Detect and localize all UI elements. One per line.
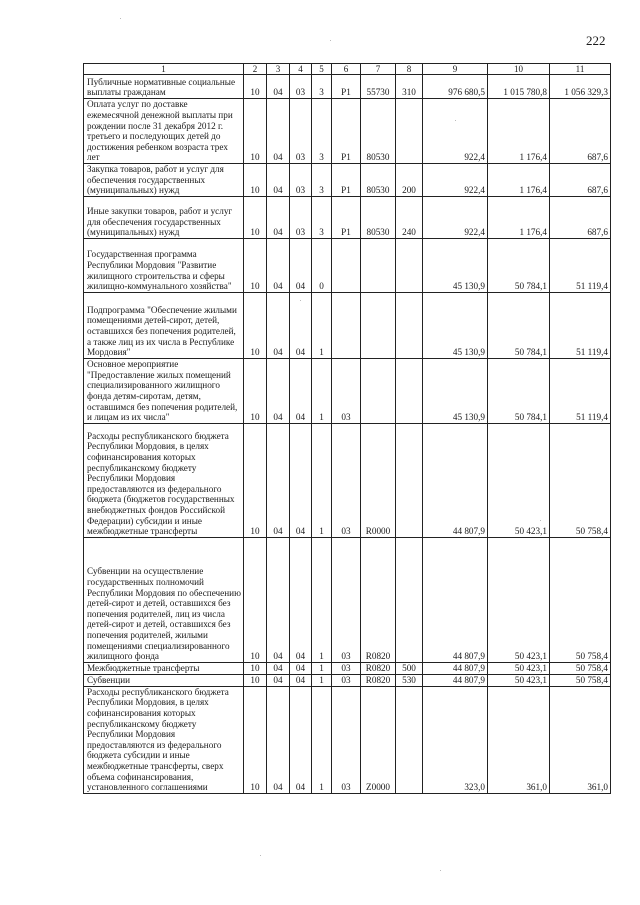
cell-c5: 1 [312,537,332,662]
cell-c5: 1 [312,674,332,686]
header-cell: 1 [84,64,244,75]
header-cell: 5 [312,64,332,75]
cell-c2: 10 [244,196,267,238]
row-name-cell: Иные закупки товаров, работ и услуг для обеспечения государственных (муниципальных) нужд [84,196,244,238]
header-cell: 2 [244,64,267,75]
cell-c6 [332,238,361,292]
cell-c2: 10 [244,292,267,358]
cell-c8 [396,686,423,793]
cell-c10: 1 176,4 [488,196,550,238]
budget-table [83,63,611,794]
cell-c7: Z0000 [361,686,396,793]
cell-c4: 04 [290,537,312,662]
cell-c3: 04 [267,75,290,99]
cell-c2: 10 [244,75,267,99]
cell-c4: 04 [290,674,312,686]
header-cell: 9 [423,64,488,75]
cell-c2: 10 [244,164,267,197]
cell-c10: 50 423,1 [488,662,550,674]
cell-c8 [396,238,423,292]
header-cell: 7 [361,64,396,75]
table-row [84,674,611,686]
cell-c10: 50 423,1 [488,537,550,662]
cell-c8 [396,423,423,537]
row-name-cell: Межбюджетные трансферты [84,662,244,674]
cell-c11: 687,6 [550,99,611,164]
cell-c10: 50 784,1 [488,292,550,358]
cell-c6: 03 [332,423,361,537]
row-name-cell: Расходы республиканского бюджета Республики Мордовия, в целях софинансирования которых республиканскому бюджету Республики Мордовия предоставляются из федерального бюджета (бюджетов государственных внебюджетных фондов Российской Федерации) субсидии и иные межбюджетные трансферты [84,423,244,537]
cell-c5: 3 [312,164,332,197]
cell-c11: 50 758,4 [550,662,611,674]
cell-c11: 687,6 [550,196,611,238]
cell-c5: 3 [312,99,332,164]
cell-c4: 04 [290,423,312,537]
cell-c7: 80530 [361,99,396,164]
cell-c3: 04 [267,196,290,238]
cell-c10: 361,0 [488,686,550,793]
cell-c3: 04 [267,358,290,423]
cell-c4: 04 [290,686,312,793]
cell-c2: 10 [244,686,267,793]
cell-c9: 976 680,5 [423,75,488,99]
cell-c4: 04 [290,358,312,423]
row-name-cell: Расходы республиканского бюджета Республики Мордовия, в целях софинансирования которых республиканскому бюджету Республики Мордовия предоставляются из федерального бюджета субсидии и иные межбюджетные трансферты, сверх объема софинансирования, установленного соглашениями [84,686,244,793]
cell-c9: 323,0 [423,686,488,793]
table-row [84,75,611,99]
header-cell: 11 [550,64,611,75]
cell-c10: 50 784,1 [488,358,550,423]
row-name-cell: Закупка товаров, работ и услуг для обеспечения государственных (муниципальных) нужд [84,164,244,197]
cell-c6: P1 [332,196,361,238]
table-row [84,196,611,238]
cell-c8: 530 [396,674,423,686]
cell-c9: 45 130,9 [423,238,488,292]
cell-c2: 10 [244,423,267,537]
header-cell: 10 [488,64,550,75]
cell-c5: 1 [312,686,332,793]
header-cell: 6 [332,64,361,75]
cell-c6: P1 [332,75,361,99]
cell-c7 [361,292,396,358]
cell-c4: 04 [290,662,312,674]
page-number: 222 [586,33,606,48]
cell-c9: 44 807,9 [423,537,488,662]
cell-c3: 04 [267,662,290,674]
cell-c7: R0820 [361,662,396,674]
cell-c5: 3 [312,196,332,238]
cell-c2: 10 [244,238,267,292]
cell-c6: P1 [332,99,361,164]
cell-c5: 1 [312,423,332,537]
cell-c10: 50 423,1 [488,423,550,537]
cell-c6: 03 [332,686,361,793]
table-row [84,99,611,164]
header-cell: 3 [267,64,290,75]
cell-c6: 03 [332,358,361,423]
cell-c3: 04 [267,686,290,793]
cell-c2: 10 [244,674,267,686]
cell-c10: 1 015 780,8 [488,75,550,99]
cell-c11: 51 119,4 [550,358,611,423]
cell-c3: 04 [267,164,290,197]
cell-c5: 1 [312,292,332,358]
cell-c2: 10 [244,99,267,164]
cell-c10: 1 176,4 [488,164,550,197]
cell-c11: 51 119,4 [550,238,611,292]
cell-c4: 03 [290,99,312,164]
cell-c8: 500 [396,662,423,674]
cell-c3: 04 [267,292,290,358]
table-row [84,686,611,793]
cell-c11: 1 056 329,3 [550,75,611,99]
cell-c9: 44 807,9 [423,423,488,537]
cell-c7 [361,358,396,423]
cell-c2: 10 [244,537,267,662]
table-row [84,238,611,292]
cell-c9: 45 130,9 [423,292,488,358]
cell-c3: 04 [267,537,290,662]
cell-c7: R0820 [361,537,396,662]
cell-c3: 04 [267,238,290,292]
cell-c11: 50 758,4 [550,423,611,537]
cell-c10: 50 423,1 [488,674,550,686]
row-name-cell: Оплата услуг по доставке ежемесячной денежной выплаты при рождении после 31 декабря 2012 г. третьего и последующих детей до достижения ребенком возраста трех лет [84,99,244,164]
cell-c7 [361,238,396,292]
cell-c2: 10 [244,662,267,674]
cell-c3: 04 [267,423,290,537]
row-name-cell: Субвенции на осуществление государственных полномочий Республики Мордовия по обеспечению детей-сирот и детей, оставшихся без попечения родителей, лиц из числа детей-сирот и детей, оставшихся без попечения родителей, жилыми помещениями специализированного жилищного фонда [84,537,244,662]
table-row [84,423,611,537]
cell-c4: 04 [290,292,312,358]
table-row [84,662,611,674]
cell-c8: 200 [396,164,423,197]
cell-c9: 44 807,9 [423,674,488,686]
cell-c7: R0820 [361,674,396,686]
cell-c6 [332,292,361,358]
cell-c2: 10 [244,358,267,423]
cell-c4: 03 [290,75,312,99]
table-header-row [84,64,611,75]
cell-c5: 1 [312,358,332,423]
cell-c8: 240 [396,196,423,238]
table-row [84,537,611,662]
table-row [84,358,611,423]
cell-c8 [396,537,423,662]
cell-c4: 03 [290,164,312,197]
row-name-cell: Подпрограмма "Обеспечение жилыми помещениями детей-сирот, детей, оставшихся без попечения родителей, а также лиц из их числа в Республике Мордовия" [84,292,244,358]
cell-c3: 04 [267,674,290,686]
cell-c7: R0000 [361,423,396,537]
cell-c9: 45 130,9 [423,358,488,423]
cell-c3: 04 [267,99,290,164]
header-cell: 4 [290,64,312,75]
cell-c9: 922,4 [423,99,488,164]
row-name-cell: Субвенции [84,674,244,686]
cell-c6: 03 [332,662,361,674]
cell-c8: 310 [396,75,423,99]
cell-c4: 04 [290,238,312,292]
cell-c11: 361,0 [550,686,611,793]
cell-c4: 03 [290,196,312,238]
cell-c7: 55730 [361,75,396,99]
cell-c5: 3 [312,75,332,99]
cell-c5: 1 [312,662,332,674]
table-row [84,292,611,358]
header-cell: 8 [396,64,423,75]
cell-c8 [396,358,423,423]
cell-c11: 50 758,4 [550,674,611,686]
cell-c11: 51 119,4 [550,292,611,358]
row-name-cell: Государственная программа Республики Мордовия "Развитие жилищного строительства и сферы жилищно-коммунального хозяйства" [84,238,244,292]
row-name-cell: Публичные нормативные социальные выплаты гражданам [84,75,244,99]
cell-c10: 1 176,4 [488,99,550,164]
cell-c5: 0 [312,238,332,292]
cell-c6: 03 [332,537,361,662]
cell-c11: 50 758,4 [550,537,611,662]
cell-c9: 922,4 [423,196,488,238]
cell-c6: 03 [332,674,361,686]
cell-c7: 80530 [361,196,396,238]
cell-c8 [396,292,423,358]
cell-c11: 687,6 [550,164,611,197]
cell-c10: 50 784,1 [488,238,550,292]
cell-c7: 80530 [361,164,396,197]
table-row [84,164,611,197]
cell-c9: 44 807,9 [423,662,488,674]
cell-c6: P1 [332,164,361,197]
cell-c9: 922,4 [423,164,488,197]
row-name-cell: Основное мероприятие "Предоставление жилых помещений специализированного жилищного фонда детям-сиротам, детям, оставшимся без попечения родителей, и лицам из их числа" [84,358,244,423]
cell-c8 [396,99,423,164]
